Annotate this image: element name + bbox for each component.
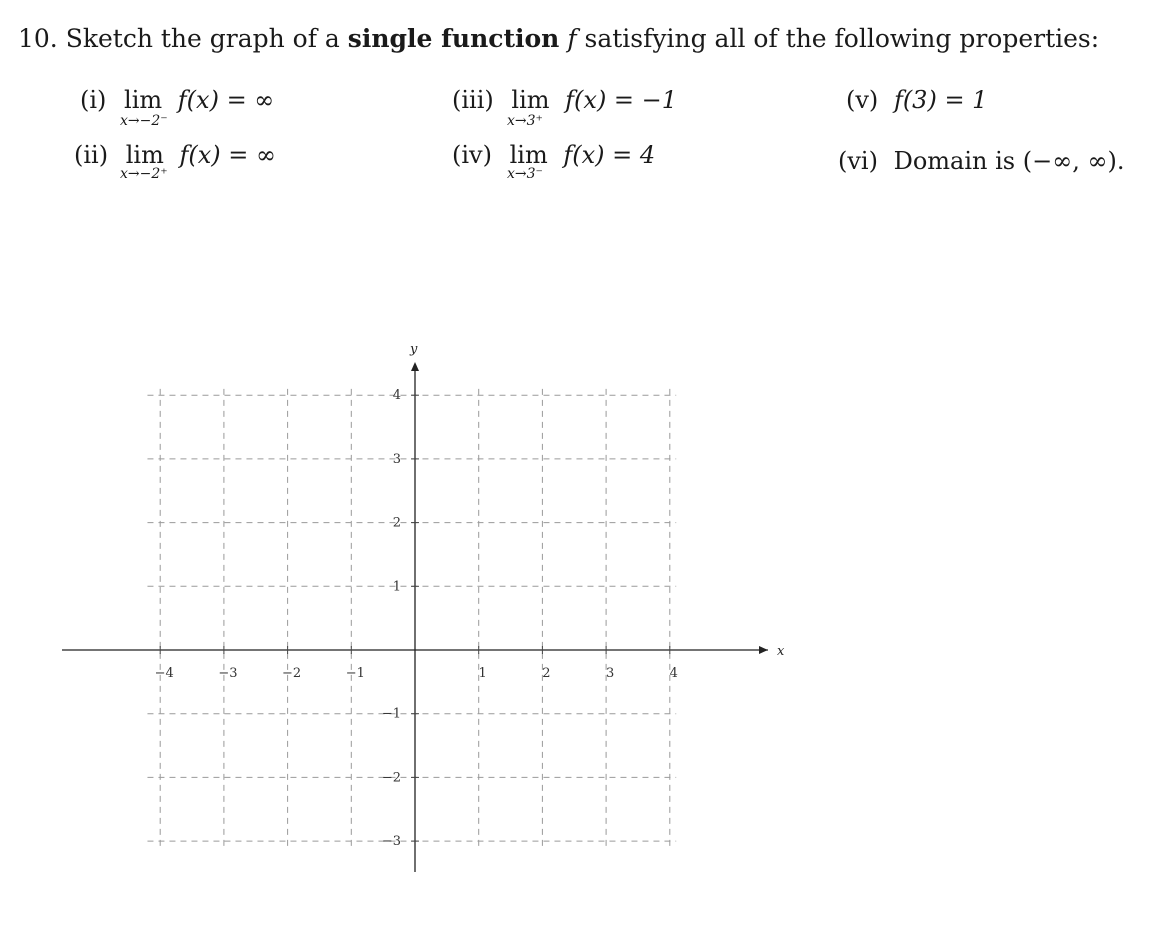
lim-word: lim (125, 141, 164, 169)
problem-number: 10. (18, 24, 58, 53)
limit-subscript: x→3⁺ (507, 113, 543, 129)
problem-bold-phrase: single function (347, 24, 560, 53)
x-axis-arrowhead (759, 646, 768, 654)
problem-text-before: Sketch the graph of a (65, 24, 340, 53)
tick-labels (155, 388, 678, 849)
property-label: (i) (80, 86, 107, 114)
y-tick-label: 1 (392, 579, 401, 595)
y-tick-label: −3 (381, 834, 401, 850)
x-tick-label: −1 (345, 666, 365, 681)
limit-expression: f(x) = ∞ (177, 86, 275, 114)
problem-text-after: satisfying all of the following properties: (584, 24, 1100, 53)
limit-expression: f(x) = 4 (563, 141, 656, 169)
x-tick-label: −3 (218, 666, 238, 681)
limit-subscript: x→−2⁺ (120, 166, 168, 182)
x-tick-label: −4 (154, 666, 174, 681)
property-expression: f(3) = 1 (893, 86, 988, 114)
x-tick-label: 2 (542, 666, 551, 681)
property-label: (iii) (452, 86, 494, 114)
y-tick-label: −1 (381, 706, 401, 722)
property-label: (v) (846, 86, 879, 114)
x-axis-label: x (777, 644, 785, 659)
y-tick-label: −2 (381, 770, 401, 786)
lim-word: lim (509, 141, 548, 169)
y-axis-label: y (410, 342, 418, 357)
lim-word: lim (511, 86, 550, 114)
grid-lines (147, 389, 676, 848)
y-tick-label: 4 (392, 388, 401, 404)
limit-subscript: x→−2⁻ (120, 113, 168, 129)
property-label: (iv) (452, 141, 492, 169)
x-tick-label: 3 (605, 666, 615, 681)
x-tick-label: −2 (282, 666, 302, 681)
y-tick-label: 2 (392, 515, 401, 531)
limit-expression: f(x) = ∞ (179, 141, 276, 169)
lim-word: lim (124, 86, 163, 114)
problem-function-name: f (567, 24, 577, 53)
limit-subscript: x→3⁻ (507, 166, 543, 182)
y-axis-arrowhead (411, 362, 419, 371)
y-tick-label: 3 (392, 451, 401, 467)
property-label: (ii) (74, 141, 109, 169)
axes (62, 342, 785, 872)
x-tick-label: 1 (478, 666, 487, 681)
x-tick-label: 4 (669, 666, 678, 681)
property-expression: Domain is (−∞, ∞). (893, 147, 1125, 175)
limit-expression: f(x) = −1 (565, 86, 678, 114)
property-label: (vi) (838, 147, 878, 175)
